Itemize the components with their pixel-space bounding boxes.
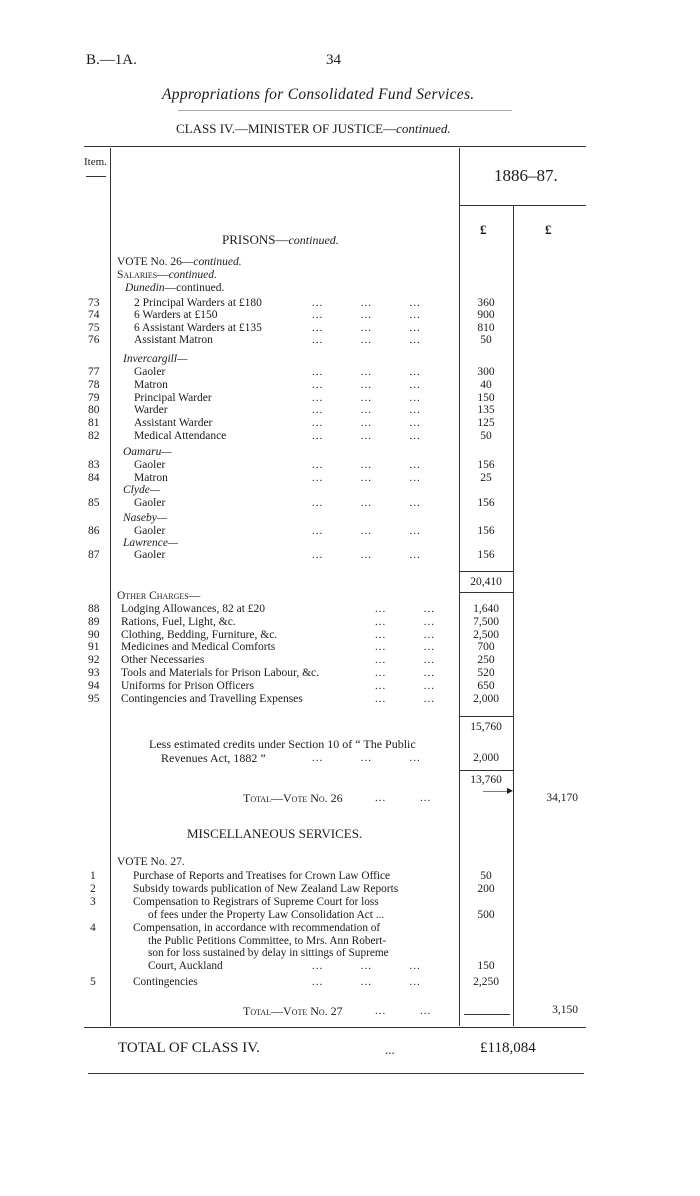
table-row-leader-dots: ... ... ... xyxy=(312,404,421,416)
table-row-description: Court, Auckland xyxy=(148,959,223,972)
table-row-leader-dots: ... ... ... xyxy=(312,417,421,429)
less-credits-line-2: Revenues Act, 1882 ” xyxy=(161,751,266,765)
vote-27-total-dots: ... ... xyxy=(375,1005,432,1017)
vote-26-continued: continued. xyxy=(193,256,242,268)
table-row-amount: 156 xyxy=(477,459,495,471)
less-credits-line-1: Less estimated credits under Section 10 of “ The Public xyxy=(149,737,416,751)
location-dunedin xyxy=(125,282,224,295)
less-credits-dots: ... ... ... xyxy=(312,752,421,764)
table-row-description: Clothing, Bedding, Furniture, &c. xyxy=(121,628,278,641)
table-row-description: the Public Petitions Committee, to Mrs. Ann Robert- xyxy=(148,934,387,947)
table-row-description: son for loss sustained by delay in sittings of Supreme xyxy=(148,947,389,960)
table-row-leader-dots: ... ... ... xyxy=(312,472,421,484)
table-row-item-number: 80 xyxy=(88,404,100,416)
table-row-amount: 135 xyxy=(477,404,495,416)
table-row-description: Gaoler xyxy=(134,459,166,471)
vote-26-total-label: Total—Vote No. 26 xyxy=(243,791,343,805)
table-row-item-number: 78 xyxy=(88,379,100,391)
net-amount-rule xyxy=(460,770,513,771)
salaries-subtotal-bottom-rule xyxy=(460,592,513,593)
vote-26-arrow: ——▸ xyxy=(482,783,513,797)
table-row-item-number: 2 xyxy=(90,883,96,895)
section-heading-prisons xyxy=(222,232,339,248)
table-row-amount: 810 xyxy=(477,322,495,334)
table-row-leader-dots: ... ... xyxy=(375,615,435,628)
table-row-amount: 700 xyxy=(477,641,495,654)
salaries-subtotal-rule xyxy=(460,571,513,572)
table-row-item-number: 83 xyxy=(88,459,100,471)
table-row-leader-dots: ... ... ... xyxy=(312,309,421,321)
table-row-item-number: 1 xyxy=(90,870,96,882)
table-row-leader-dots: ... ... ... xyxy=(312,392,421,404)
table-row-amount: 40 xyxy=(480,379,492,391)
table-row-leader-dots: ... ... ... xyxy=(312,976,421,988)
table-row-item-number: 93 xyxy=(88,667,100,679)
dunedin-continued: —continued. xyxy=(164,282,225,294)
class-heading-continued: continued. xyxy=(396,121,451,136)
table-row-description: Assistant Matron xyxy=(134,334,213,346)
less-credits-amount: 2,000 xyxy=(473,752,499,764)
table-row-description: Compensation, in accordance with recommendation of xyxy=(133,922,381,934)
table-row-description: 2 Principal Warders at £180 xyxy=(134,297,262,309)
table-row-amount: 300 xyxy=(477,366,495,378)
year-rule xyxy=(460,205,586,206)
table-row-leader-dots: ... ... ... xyxy=(312,430,421,442)
title-rule xyxy=(178,110,512,111)
table-row-description: Medical Attendance xyxy=(134,430,227,442)
table-row-description: Gaoler xyxy=(134,366,166,378)
vote-27-total-amount: 3,150 xyxy=(552,1004,578,1016)
table-row-leader-dots: ... ... xyxy=(375,641,435,654)
item-header-rule xyxy=(86,176,106,177)
pound-symbol-2: £ xyxy=(545,222,552,237)
table-row-leader-dots: ... ... ... xyxy=(312,497,421,509)
table-row-item-number: 77 xyxy=(88,366,100,378)
table-row-amount: 1,640 xyxy=(473,603,499,615)
table-row-leader-dots: ... ... ... xyxy=(312,459,421,471)
table-row-item-number: 5 xyxy=(90,976,96,988)
table-row-item-number: 75 xyxy=(88,322,100,334)
salaries-continued: continued. xyxy=(168,269,217,281)
salaries-subtotal: 20,410 xyxy=(470,576,502,588)
table-row-description: Gaoler xyxy=(134,549,166,561)
table-row-description: Rations, Fuel, Light, &c. xyxy=(121,615,236,628)
vote-26-label xyxy=(117,256,242,269)
table-row-description: Lodging Allowances, 82 at £20 xyxy=(121,603,266,615)
class-total-rule xyxy=(88,1073,584,1074)
table-row-leader-dots: ... ... ... xyxy=(312,334,421,346)
table-row-amount: 25 xyxy=(480,472,492,484)
table-row-description: Gaoler xyxy=(134,497,166,509)
salaries-label xyxy=(117,269,217,282)
table-row-leader-dots: ... ... xyxy=(375,692,435,705)
item-column-divider xyxy=(110,148,111,1026)
page-number: 34 xyxy=(326,52,341,68)
table-row-description: Assistant Warder xyxy=(134,417,213,429)
table-row-item-number: 84 xyxy=(88,472,100,484)
table-bottom-rule xyxy=(84,1027,586,1028)
subtotal-column-divider xyxy=(513,206,514,1026)
table-row-description: Contingencies xyxy=(133,976,198,988)
table-row-item-number: 79 xyxy=(88,392,100,404)
location-oamaru: Oamaru— xyxy=(123,446,172,458)
class-total-label: TOTAL OF CLASS IV. xyxy=(118,1040,260,1056)
table-row-item-number: 74 xyxy=(88,309,100,321)
table-row-leader-dots: ... ... ... xyxy=(312,379,421,391)
location-naseby: Naseby— xyxy=(123,512,168,524)
table-row-leader-dots: ... ... ... xyxy=(312,549,421,561)
pound-symbol-1: £ xyxy=(480,222,487,237)
table-row-description: Matron xyxy=(134,472,168,484)
table-row-description: Warder xyxy=(134,404,168,416)
location-invercargill: Invercargill— xyxy=(123,353,188,365)
table-row-item-number: 88 xyxy=(88,603,100,615)
vote-27-label: VOTE No. 27. xyxy=(117,856,185,868)
table-row-description: of fees under the Property Law Consolidation Act ... xyxy=(148,908,385,921)
table-row-amount: 125 xyxy=(477,417,495,429)
table-row-amount: 650 xyxy=(477,679,495,692)
table-row-item-number: 73 xyxy=(88,297,100,309)
dunedin-text: Dunedin xyxy=(125,282,165,294)
vote-26-net-amount: 13,760 xyxy=(470,774,502,786)
table-row-description: Tools and Materials for Prison Labour, &c. xyxy=(121,667,320,679)
table-row-amount: 900 xyxy=(477,309,495,321)
vote-26-total-amount: 34,170 xyxy=(546,792,578,804)
table-row-item-number: 81 xyxy=(88,417,100,429)
fiscal-year: 1886–87. xyxy=(494,166,558,185)
table-row-amount: 200 xyxy=(477,883,495,895)
other-subtotal-rule xyxy=(460,716,513,717)
table-row-amount: 50 xyxy=(480,334,492,346)
table-row-amount: 150 xyxy=(477,959,495,972)
table-row-leader-dots: ... ... xyxy=(375,679,435,692)
table-row-item-number: 85 xyxy=(88,497,100,509)
table-row-amount: 7,500 xyxy=(473,615,499,628)
table-row-item-number: 92 xyxy=(88,654,100,667)
table-row-amount: 2,250 xyxy=(473,976,499,988)
vote-26-text: VOTE No. 26— xyxy=(117,256,194,268)
prisons-heading-continued: continued. xyxy=(288,233,339,247)
table-row-description: 6 Assistant Warders at £135 xyxy=(134,322,262,334)
table-row-leader-dots: ... ... ... xyxy=(312,959,421,972)
item-column-header: Item. xyxy=(84,156,107,168)
table-row-leader-dots: ... ... xyxy=(375,654,435,667)
amount-column-divider xyxy=(459,148,460,1026)
table-row-item-number: 87 xyxy=(88,549,100,561)
table-row-item-number: 4 xyxy=(90,922,96,934)
class-total-dots: ... xyxy=(385,1042,395,1057)
table-row-item-number: 86 xyxy=(88,525,100,537)
location-clyde: Clyde— xyxy=(123,484,161,496)
table-row-leader-dots: ... ... ... xyxy=(312,297,421,309)
table-row-amount: 2,000 xyxy=(473,692,499,705)
section-heading-misc: MISCELLANEOUS SERVICES. xyxy=(187,826,363,841)
table-row-amount: 50 xyxy=(480,430,492,442)
class-heading-main: CLASS IV.—MINISTER OF JUSTICE— xyxy=(176,121,397,136)
salaries-text: Salaries— xyxy=(117,269,169,281)
table-row-item-number: 82 xyxy=(88,430,100,442)
class-total-amount: £118,084 xyxy=(480,1040,536,1056)
table-row-leader-dots: ... ... xyxy=(375,628,435,641)
table-row-amount: 50 xyxy=(480,870,492,882)
table-row-description: Uniforms for Prison Officers xyxy=(121,679,254,692)
table-row-description: Gaoler xyxy=(134,525,166,537)
table-row-amount: 520 xyxy=(477,667,495,679)
class-heading xyxy=(176,121,451,137)
vote-27-total-rule xyxy=(464,1014,510,1015)
table-row-description: Other Necessaries xyxy=(121,654,205,667)
table-row-item-number: 90 xyxy=(88,628,100,641)
table-row-amount: 156 xyxy=(477,525,495,537)
table-row-amount: 2,500 xyxy=(473,628,499,641)
table-row-leader-dots: ... ... ... xyxy=(312,525,421,537)
table-row-leader-dots: ... ... ... xyxy=(312,322,421,334)
table-row-item-number: 3 xyxy=(90,896,96,908)
table-row-description: Matron xyxy=(134,379,168,391)
table-row-amount: 250 xyxy=(477,654,495,667)
table-row-item-number: 95 xyxy=(88,692,100,705)
other-charges-label: Other Charges— xyxy=(117,590,201,602)
table-row-amount: 150 xyxy=(477,392,495,404)
table-row-leader-dots: ... ... xyxy=(375,667,435,679)
table-row-item-number: 89 xyxy=(88,615,100,628)
vote-27-total-label: Total—Vote No. 27 xyxy=(243,1004,343,1018)
prisons-heading-main: PRISONS— xyxy=(222,232,289,247)
table-row-description: Purchase of Reports and Treatises for Crown Law Office xyxy=(133,870,391,882)
table-row-description: Subsidy towards publication of New Zealand Law Reports xyxy=(133,883,399,895)
document-code: B.—1A. xyxy=(86,52,137,68)
table-row-leader-dots: ... ... ... xyxy=(312,366,421,378)
table-row-item-number: 76 xyxy=(88,334,100,346)
table-row-description: 6 Warders at £150 xyxy=(134,309,218,321)
other-charges-subtotal: 15,760 xyxy=(470,721,502,733)
vote-26-total-dots: ... ... xyxy=(375,792,432,804)
table-row-description: Compensation to Registrars of Supreme Court for loss xyxy=(133,896,379,908)
table-row-amount: 156 xyxy=(477,497,495,509)
location-lawrence: Lawrence— xyxy=(123,537,179,549)
table-row-amount: 500 xyxy=(477,908,495,921)
table-row-amount: 360 xyxy=(477,297,495,309)
table-row-description: Medicines and Medical Comforts xyxy=(121,641,276,654)
table-row-description: Contingencies and Travelling Expenses xyxy=(121,692,303,705)
page-title: Appropriations for Consolidated Fund Services. xyxy=(162,86,475,103)
table-top-rule xyxy=(84,146,586,147)
table-row-item-number: 94 xyxy=(88,679,100,692)
table-row-description: Principal Warder xyxy=(134,392,212,404)
table-row-leader-dots: ... ... xyxy=(375,603,435,615)
table-row-amount: 156 xyxy=(477,549,495,561)
table-row-item-number: 91 xyxy=(88,641,100,654)
